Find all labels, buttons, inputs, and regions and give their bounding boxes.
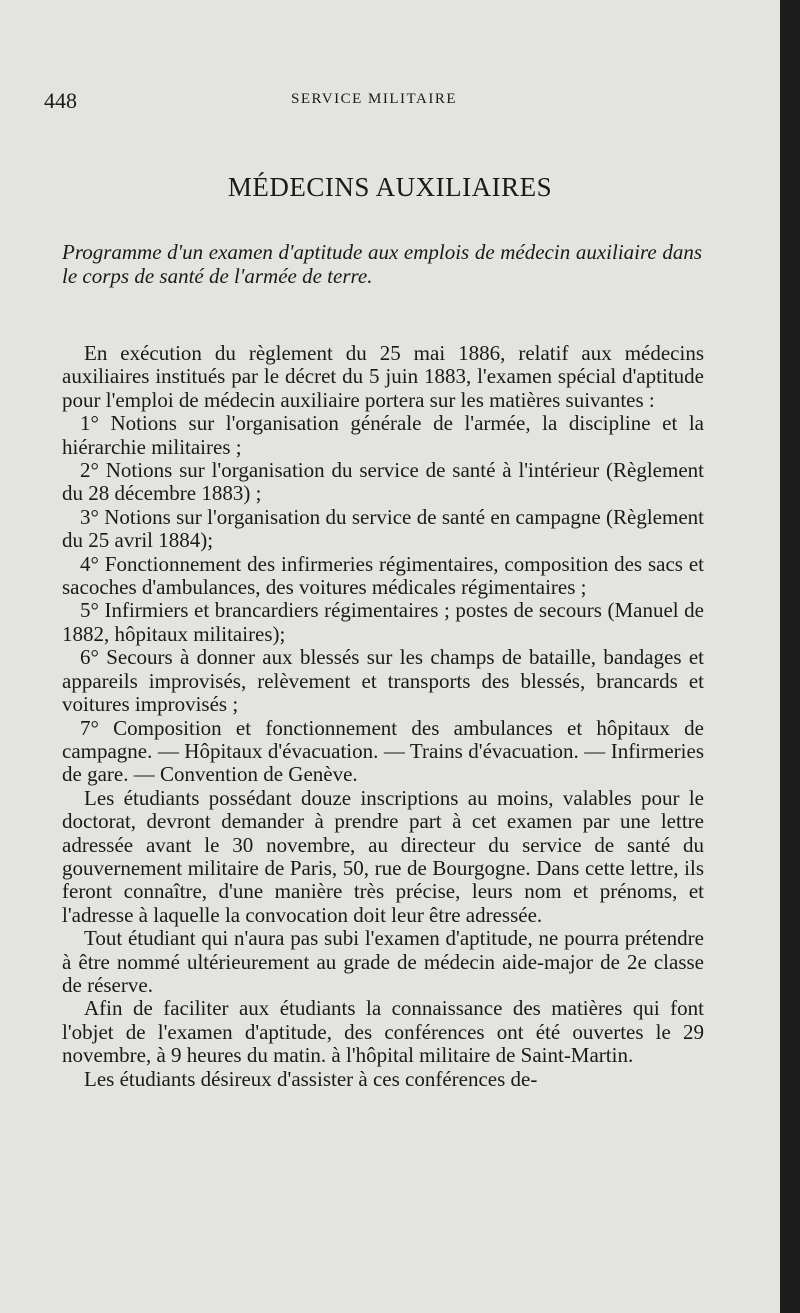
chapter-title: MÉDECINS AUXILIAIRES — [227, 172, 553, 202]
list-item-6: 6° Secours à donner aux blessés sur les champs de bataille, bandages et appareils improvisés, relèvement et transports des blessés, brancards et voitures improvisés ; — [62, 645, 704, 717]
list-item-2: 2° Notions sur l'organisation du service de santé à l'intérieur (Règlement du 28 décembre 1883) ; — [62, 458, 704, 506]
list-item-1: 1° Notions sur l'organisation générale de l'armée, la discipline et la hiérarchie militaires ; — [62, 411, 704, 459]
paragraph-exam-required: Tout étudiant qui n'aura pas subi l'examen d'aptitude, ne pourra prétendre à être nommé ultérieurement au grade de médecin aide-major de 2e classe de réserve. — [62, 926, 704, 997]
paragraph-conferences: Afin de faciliter aux étudiants la connaissance des matières qui font l'objet de l'examen d'aptitude, des conférences ont été ouvertes le 29 novembre, à 9 heures du matin. à l'hôpital militaire de Saint-Martin. — [62, 996, 704, 1068]
paragraph-continued: Les étudiants désireux d'assister à ces conférences de- — [84, 1066, 538, 1091]
list-item-7: 7° Composition et fonctionnement des ambulances et hôpitaux de campagne. — Hôpitaux d'évacuation. — Trains d'évacuation. — Infirmeries de gare. — Convention de Genève. — [62, 715, 704, 787]
page-header — [44, 88, 704, 112]
section-subtitle: Programme d'un examen d'aptitude aux emplois de médecin auxiliaire dans le corps de santé de l'armée de terre. — [62, 240, 702, 288]
paragraph-students: Les étudiants possédant douze inscriptions au moins, valables pour le doctorat, devront demander à prendre part à cet examen par une lettre adressée avant le 30 novembre, au directeur du service de santé du gouvernement militaire de Paris, 50, rue de Bourgogne. Dans cette lettre, ils feront connaître, d'une manière très précise, leurs nom et prénoms, et l'adresse à laquelle la convocation doit leur être adressée. — [62, 785, 704, 927]
scan-edge — [780, 0, 800, 1313]
body-text — [62, 342, 704, 1091]
list-item-4: 4° Fonctionnement des infirmeries régimentaires, composition des sacs et sacoches d'ambulances, des voitures médicales régimentaires ; — [62, 551, 704, 600]
paragraph-intro: En exécution du règlement du 25 mai 1886, relatif aux médecins auxiliaires institués par le décret du 5 juin 1883, l'examen spécial d'aptitude pour l'emploi de médecin auxiliaire portera sur les matières suivantes : — [62, 341, 704, 412]
page-number: 448 — [44, 88, 77, 113]
running-title: SERVICE MILITAIRE — [290, 91, 457, 107]
list-item-3: 3° Notions sur l'organisation du service de santé en campagne (Règlement du 25 avril 1884); — [62, 504, 704, 553]
list-item-5: 5° Infirmiers et brancardiers régimentaires ; postes de secours (Manuel de 1882, hôpitaux militaires); — [62, 598, 704, 646]
